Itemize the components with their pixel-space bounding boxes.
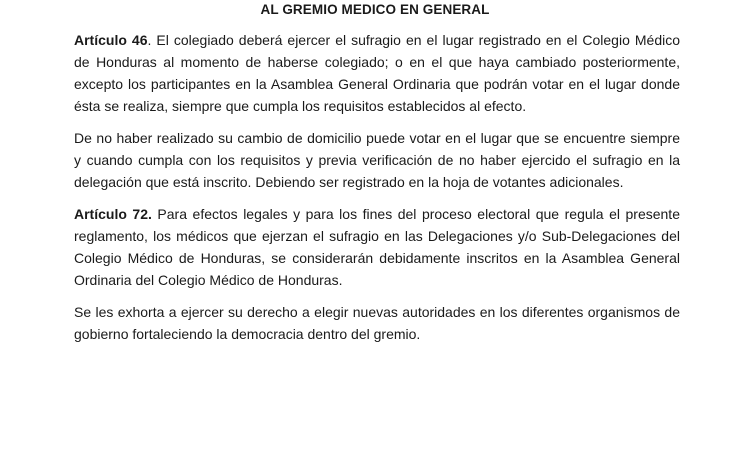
- paragraph-cambio-domicilio: [74, 127, 680, 193]
- document-body: [74, 29, 680, 355]
- paragraph-text: Se les exhorta a ejercer su derecho a elegir nuevas autoridades en los diferentes organismos de gobierno fortaleciendo la democracia dentro del gremio.: [74, 304, 680, 342]
- paragraph-text: . El colegiado deberá ejercer el sufragio en el lugar registrado en el Colegio Médico de Honduras al momento de haberse colegiado; o en el que haya cambiado posteriormente, excepto los participantes en la Asamblea General Ordinaria que podrán votar en el lugar donde ésta se realiza, siempre que cumpla los requisitos establecidos al efecto.: [74, 32, 680, 114]
- document-title: AL GREMIO MEDICO EN GENERAL: [260, 2, 490, 17]
- paragraph-text: Para efectos legales y para los fines del proceso electoral que regula el presente reglamento, los médicos que ejerzan el sufragio en las Delegaciones y/o Sub-Delegaciones del Colegio Médico de Honduras, se considerarán debidamente inscritos en la Asamblea General Ordinaria del Colegio Médico de Honduras.: [74, 206, 680, 288]
- article-label: Artículo 72.: [74, 206, 152, 222]
- paragraph-exhortacion: [74, 301, 680, 345]
- paragraph-text: De no haber realizado su cambio de domicilio puede votar en el lugar que se encuentre siempre y cuando cumpla con los requisitos y previa verificación de no haber ejercido el sufragio en la delegación que está inscrito. Debiendo ser registrado en la hoja de votantes adicionales.: [74, 130, 680, 190]
- paragraph-articulo-72: [74, 203, 680, 291]
- article-label: Artículo 46: [74, 32, 148, 48]
- paragraph-articulo-46: [74, 29, 680, 117]
